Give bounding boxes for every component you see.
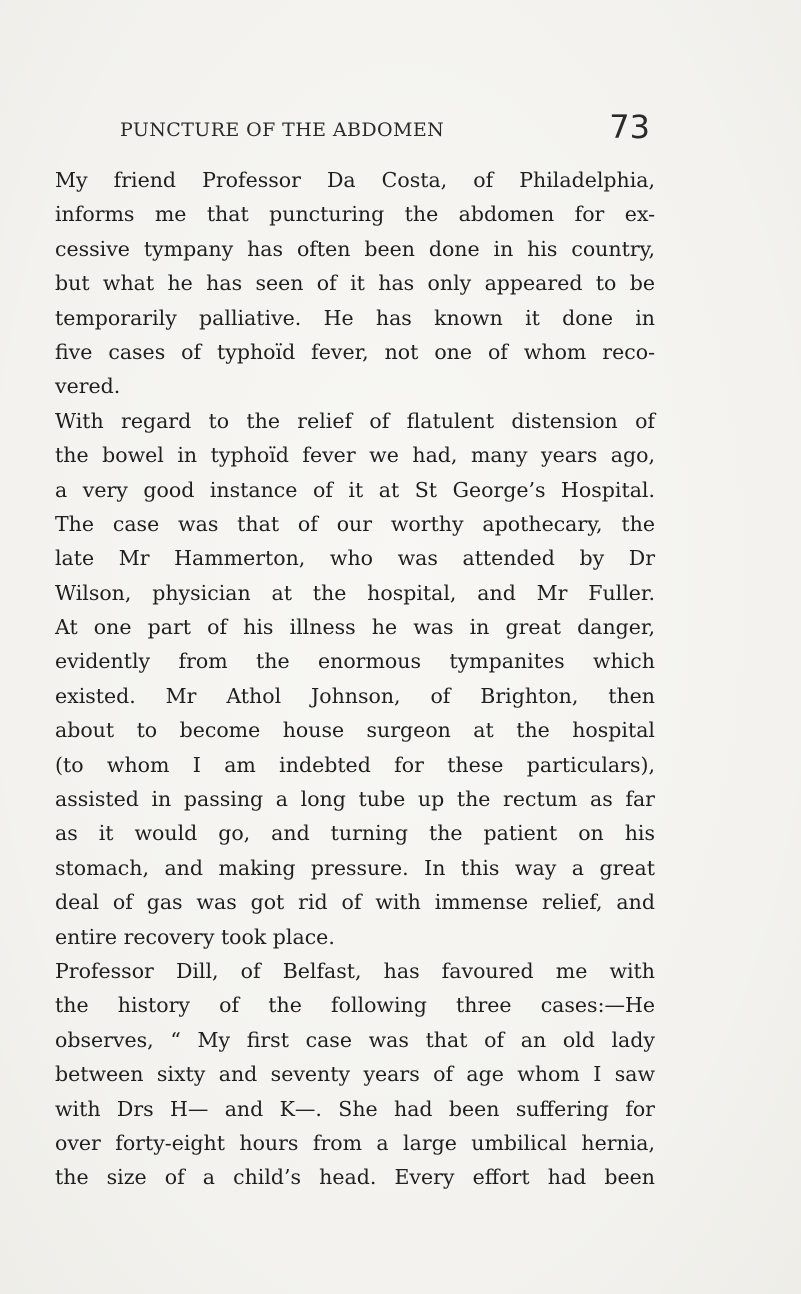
text-line: the bowel in typhoïd fever we had, many years ago, [55, 443, 655, 468]
text-line: over forty-eight hours from a large umbilical hernia, [55, 1130, 655, 1155]
text-line: temporarily palliative. He has known it done in [55, 305, 655, 330]
text-line: The case was that of our worthy apothecary, the [55, 511, 655, 536]
text-line: about to become house surgeon at the hospital [55, 718, 655, 743]
text-line: informs me that puncturing the abdomen for ex- [55, 202, 655, 227]
text-line: (to whom I am indebted for these particulars), [55, 752, 655, 777]
text-line: the size of a child’s head. Every effort had been [55, 1165, 655, 1190]
text-line: the history of the following three cases:—He [55, 993, 655, 1018]
text-line: entire recovery took place. [55, 924, 335, 949]
text-line: a very good instance of it at St George’s Hospital. [55, 477, 655, 502]
page-number: 73 [609, 108, 650, 146]
running-head: PUNCTURE OF THE ABDOMEN [120, 119, 445, 141]
text-line: My friend Professor Da Costa, of Philadelphia, [55, 168, 655, 192]
text-line: cessive tympany has often been done in his country, [55, 236, 655, 261]
text-line: At one part of his illness he was in great danger, [55, 615, 655, 640]
text-line: With regard to the relief of flatulent distension of [55, 408, 655, 433]
text-line: between sixty and seventy years of age whom I saw [55, 1062, 655, 1087]
text-line: observes, “ My first case was that of an old lady [55, 1027, 655, 1052]
text-line: five cases of typhoïd fever, not one of whom reco- [55, 339, 655, 364]
text-line: existed. Mr Athol Johnson, of Brighton, then [55, 683, 655, 708]
body-text [55, 163, 655, 1195]
text-line: Professor Dill, of Belfast, has favoured me with [55, 958, 655, 983]
text-line: late Mr Hammerton, who was attended by Dr [55, 546, 655, 571]
text-line: stomach, and making pressure. In this way a great [55, 855, 655, 880]
text-line: as it would go, and turning the patient on his [55, 821, 655, 846]
text-line: with Drs H— and K—. She had been suffering for [55, 1096, 655, 1121]
text-line: evidently from the enormous tympanites which [55, 649, 655, 674]
text-line: but what he has seen of it has only appeared to be [55, 271, 655, 296]
text-line: vered. [55, 374, 121, 399]
text-line: assisted in passing a long tube up the rectum as far [55, 787, 655, 812]
text-line: Wilson, physician at the hospital, and Mr Fuller. [55, 580, 655, 605]
page-header [120, 108, 650, 154]
text-line: deal of gas was got rid of with immense relief, and [55, 890, 655, 915]
